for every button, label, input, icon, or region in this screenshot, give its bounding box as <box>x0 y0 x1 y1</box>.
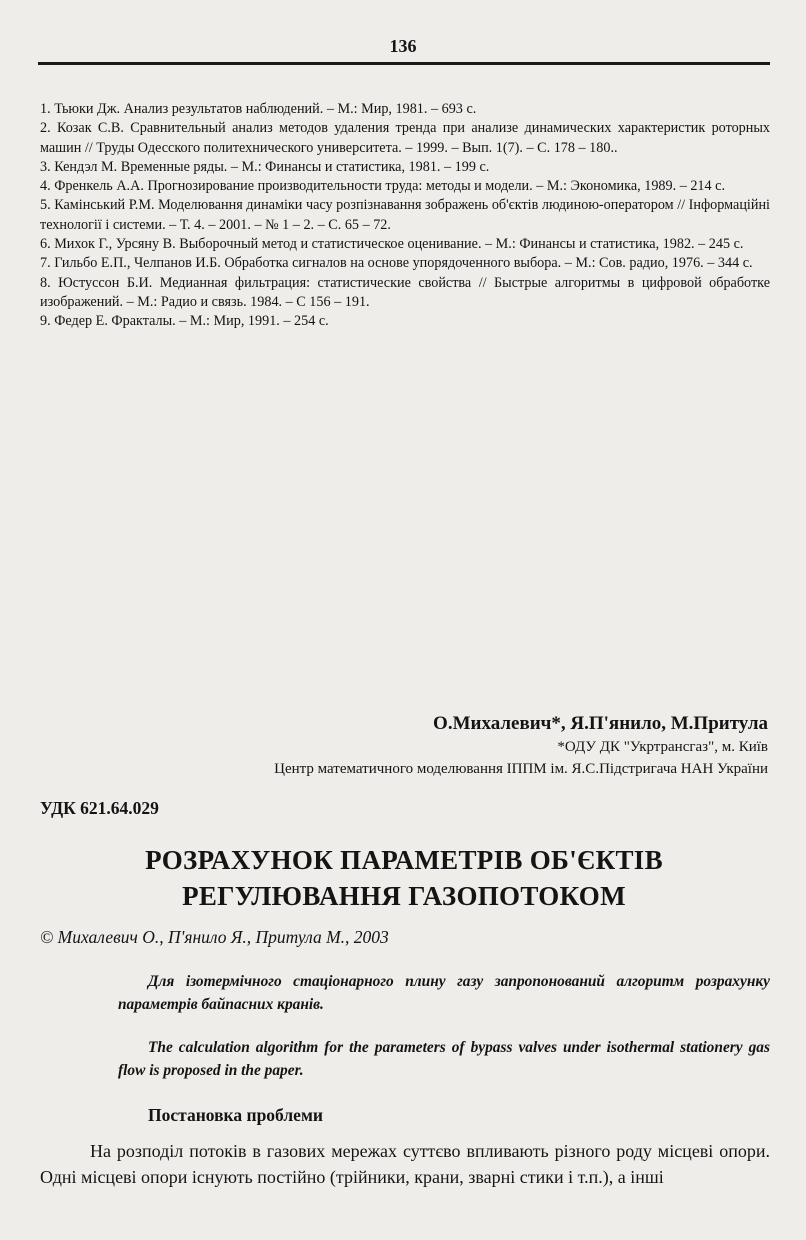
reference-item: 5. Камінський Р.М. Моделювання динаміки часу розпізнавання зображень об'єктів людиною-оператором // Інформаційні технології і системи. – Т. 4. – 2001. – № 1 – 2. – С. 65 – 72. <box>40 197 770 233</box>
article-title: РОЗРАХУНОК ПАРАМЕТРІВ ОБ'ЄКТІВ РЕГУЛЮВАННЯ ГАЗОПОТОКОМ <box>145 845 663 911</box>
affiliation-1: *ОДУ ДК "Укртрансгаз", м. Київ <box>557 739 768 755</box>
body-paragraph <box>40 1138 770 1190</box>
article-authors: О.Михалевич*, Я.П'янило, М.Притула <box>433 713 768 734</box>
abstract-ukrainian-text: Для ізотермічного стаціонарного плину газу запропонований алгоритм розрахунку параметрів байпасних кранів. <box>118 973 770 1013</box>
reference-item: 6. Михок Г., Урсяну В. Выборочный метод и статистическое оценивание. – М.: Финансы и статистика, 1982. – 245 с. <box>40 236 744 253</box>
header-rule <box>38 62 770 65</box>
reference-item: 2. Козак С.В. Сравнительный анализ методов удаления тренда при анализе динамических характеристик роторных машин // Труды Одесского политехнического университета. – 1999. – Вып. 1(7). – С. 178 – 180.. <box>40 120 770 156</box>
reference-list <box>40 100 770 332</box>
reference-item: 3. Кендэл М. Временные ряды. – М.: Финансы и статистика, 1981. – 199 с. <box>40 158 490 175</box>
section-heading: Постановка проблеми <box>148 1105 323 1125</box>
reference-item: 8. Юстуссон Б.И. Медианная фильтрация: статистические свойства // Быстрые алгоритмы в цифровой обработке изображений. – М.: Радио и связь. 1984. – С 156 – 191. <box>40 274 770 310</box>
abstract-english <box>118 1036 770 1082</box>
page-number: 136 <box>389 36 417 56</box>
body-paragraph-text: На розподіл потоків в газових мережах суттєво впливають різного роду місцеві опори. Одні місцеві опори існують постійно (трійники, крани, зварні стики і т.п.), а інші <box>40 1141 770 1187</box>
affiliation-2: Центр математичного моделювання ІППМ ім. Я.С.Підстригача НАН України <box>274 761 768 777</box>
reference-item: 7. Гильбо Е.П., Челпанов И.Б. Обработка сигналов на основе упорядоченного выбора. – М.: Сов. радио, 1976. – 344 с. <box>40 255 753 272</box>
abstract-ukrainian <box>118 970 770 1016</box>
abstract-english-text: The calculation algorithm for the parameters of bypass valves under isothermal stationery gas flow is proposed in the paper. <box>118 1039 770 1079</box>
copyright-line: © Михалевич О., П'янило Я., Притула М., 2003 <box>40 927 389 947</box>
reference-item: 4. Френкель А.А. Прогнозирование производительности труда: методы и модели. – М.: Экономика, 1989. – 214 с. <box>40 178 726 195</box>
udc-code: УДК 621.64.029 <box>40 798 159 818</box>
reference-item: 1. Тьюки Дж. Анализ результатов наблюдений. – М.: Мир, 1981. – 693 с. <box>40 101 477 117</box>
reference-item: 9. Федер Е. Фракталы. – М.: Мир, 1991. – 254 с. <box>40 313 329 330</box>
